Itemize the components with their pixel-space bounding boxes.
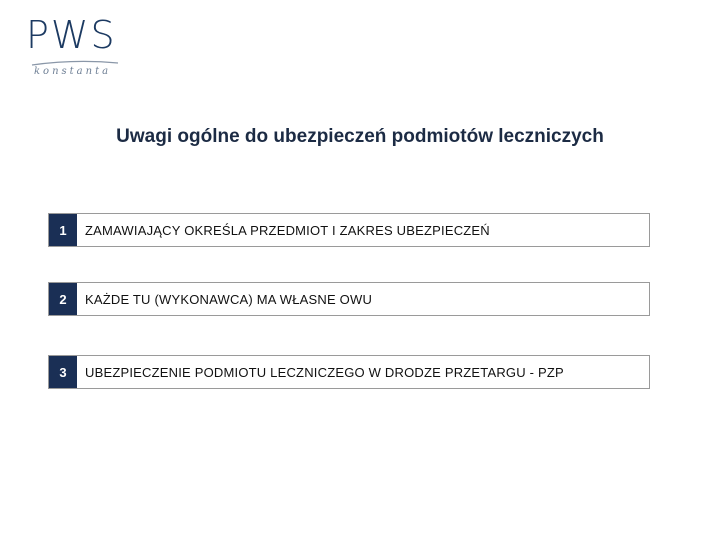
item-text: ZAMAWIAJĄCY OKREŚLA PRZEDMIOT I ZAKRES UBEZPIECZEŃ bbox=[85, 222, 490, 238]
item-number-badge: 1 bbox=[49, 214, 77, 246]
list-item bbox=[48, 282, 650, 316]
logo-wordmark: PWS bbox=[26, 13, 117, 57]
item-number-badge: 3 bbox=[49, 356, 77, 388]
list-item bbox=[48, 355, 650, 389]
list-item bbox=[48, 213, 650, 247]
company-logo bbox=[26, 14, 126, 76]
item-text: KAŻDE TU (WYKONAWCA) MA WŁASNE OWU bbox=[85, 291, 373, 307]
item-number-badge: 2 bbox=[49, 283, 77, 315]
slide-title: Uwagi ogólne do ubezpieczeń podmiotów leczniczych bbox=[116, 126, 604, 147]
logo-subtitle: konstanta bbox=[34, 66, 112, 77]
item-text: UBEZPIECZENIE PODMIOTU LECZNICZEGO W DRODZE PRZETARGU - PZP bbox=[85, 364, 564, 380]
